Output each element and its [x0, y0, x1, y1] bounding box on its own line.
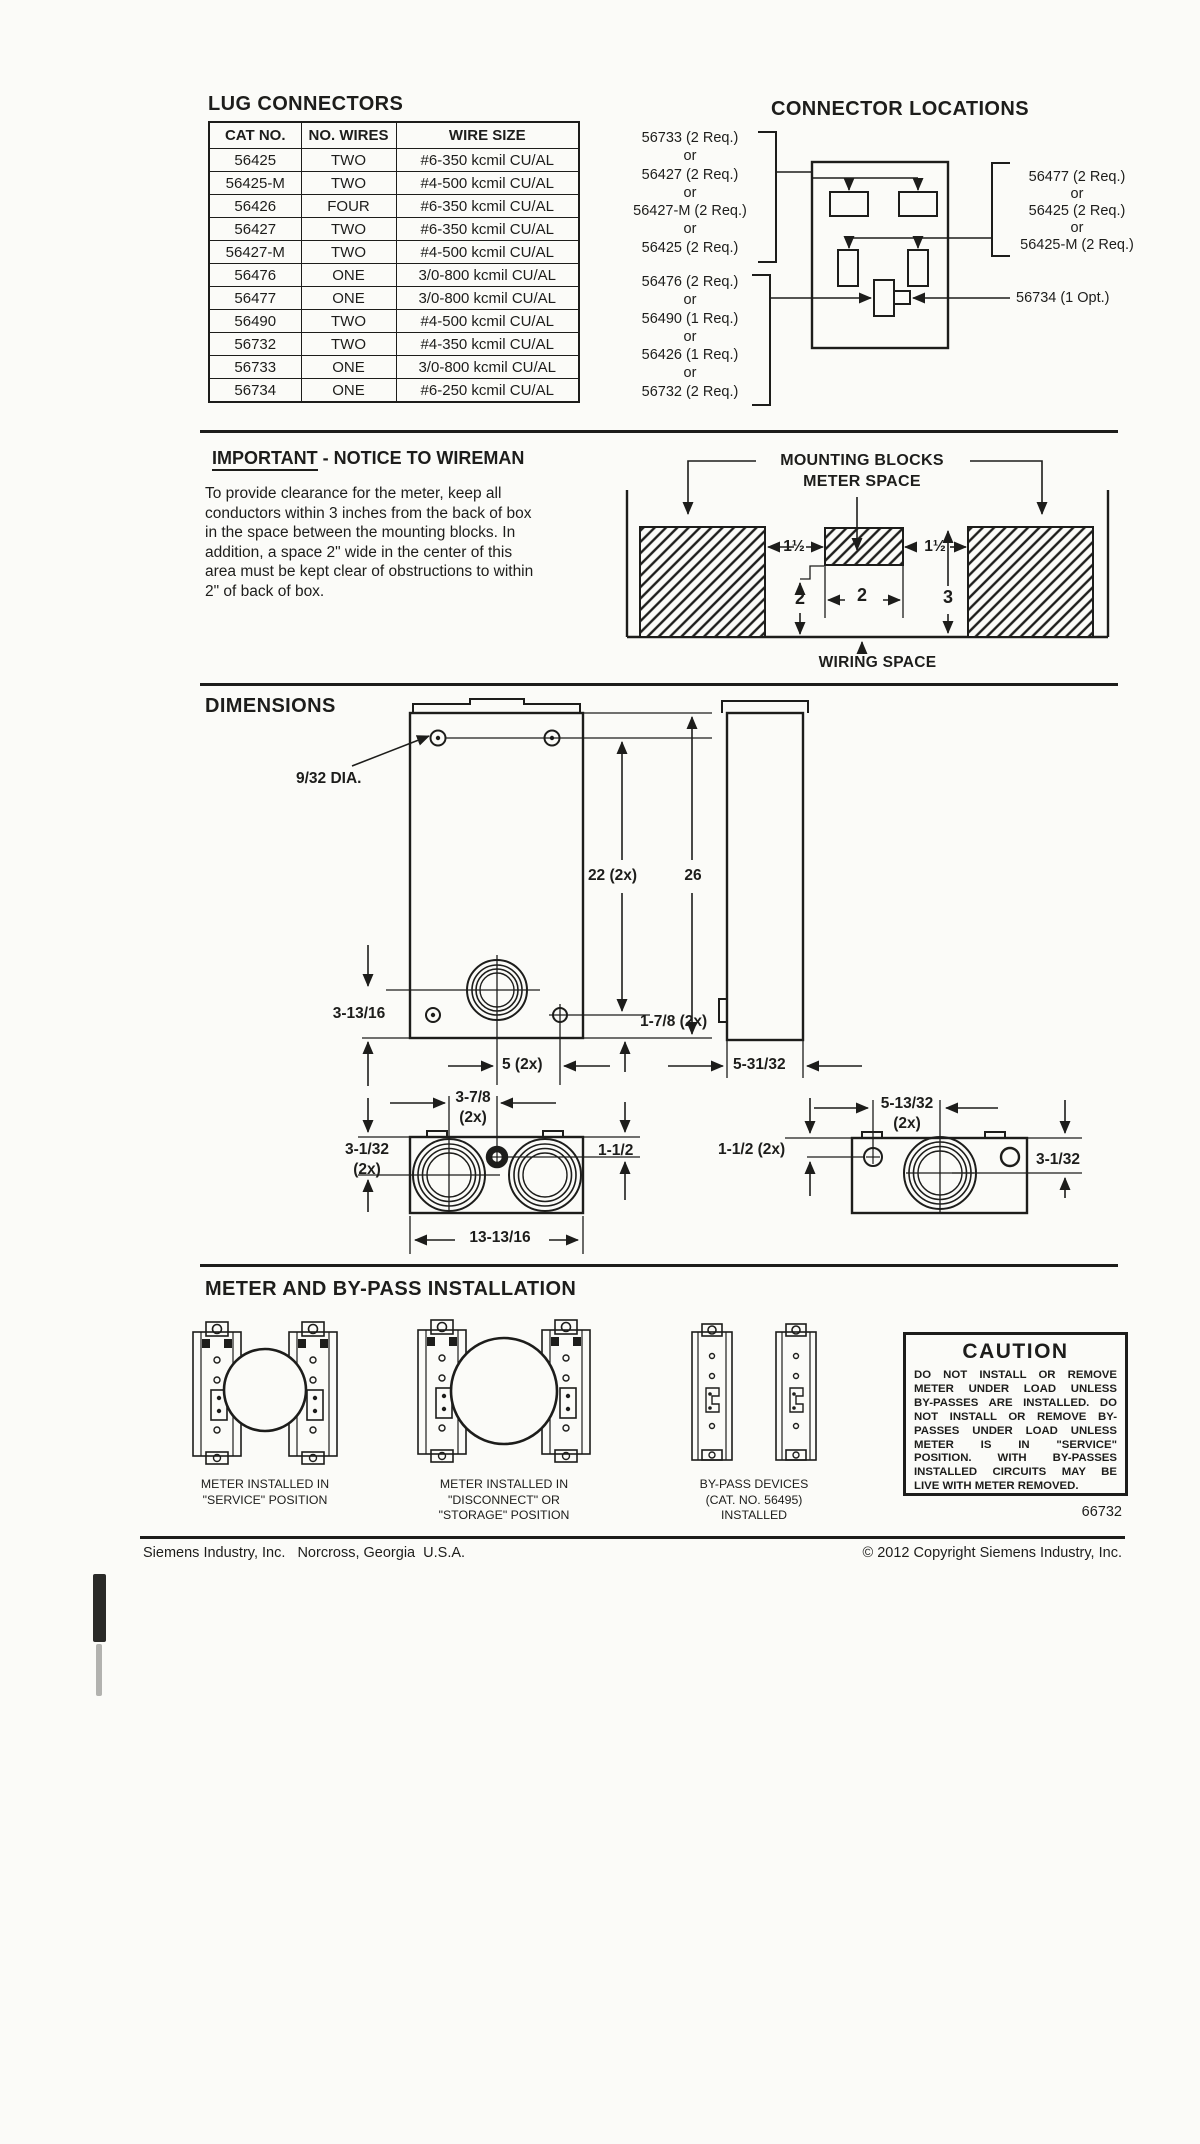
paragraph-line: area must be kept clear of obstructions to within	[205, 563, 534, 580]
dim-br-top	[866, 1094, 948, 1134]
footer-copyright: © 2012 Copyright Siemens Industry, Inc.	[862, 1545, 1122, 1561]
connector-locations-diagram	[752, 132, 1010, 405]
connector-labels-right	[1002, 169, 1152, 254]
dim-front-height: 26	[684, 867, 702, 884]
label-line: or	[683, 221, 697, 238]
connector-label-optional: 56734 (1 Opt.)	[1016, 290, 1110, 306]
cell: TWO	[301, 333, 396, 356]
table-row	[209, 218, 579, 241]
scan-artifact	[96, 1644, 102, 1696]
cell: 56425-M	[209, 172, 301, 195]
dim-line: (2x)	[459, 1109, 487, 1126]
caution-body	[914, 1369, 1117, 1494]
connector-labels-left-bottom	[605, 273, 775, 401]
cell: TWO	[301, 149, 396, 172]
caption-line: "DISCONNECT" OR	[448, 1492, 560, 1507]
dim-right-gap: 1½	[924, 538, 946, 555]
cell: TWO	[301, 241, 396, 264]
table-row	[209, 195, 579, 218]
label-line: 56427-M (2 Req.)	[633, 203, 747, 220]
figure-caption-disconnect	[419, 1477, 589, 1524]
section-divider	[200, 1264, 1118, 1267]
cell: TWO	[301, 310, 396, 333]
caption-line: INSTALLED	[720, 1508, 788, 1522]
col-header-wire-size: WIRE SIZE	[396, 122, 579, 149]
table-row	[209, 310, 579, 333]
cell: 56476	[209, 264, 301, 287]
label-line: or	[1070, 220, 1084, 236]
mounting-blocks-label	[742, 450, 982, 492]
dim-front-bottom: 1-7/8 (2x)	[640, 1013, 708, 1030]
label-line: 56425 (2 Req.)	[641, 239, 739, 256]
cell: TWO	[301, 218, 396, 241]
footer-company: Siemens Industry, Inc. Norcross, Georgia U.S.A.	[143, 1545, 466, 1561]
table-row	[209, 241, 579, 264]
table-row	[209, 356, 579, 379]
cell: #6-250 kcmil CU/AL	[396, 379, 579, 403]
label-line: 56426 (1 Req.)	[641, 347, 739, 364]
paragraph-line: conductors within 3 inches from the back of box	[205, 504, 532, 522]
cell: ONE	[301, 379, 396, 403]
dim-front-width: 5 (2x)	[502, 1056, 543, 1073]
cell: 3/0-800 kcmil CU/AL	[396, 356, 579, 379]
label-line: MOUNTING BLOCKS	[780, 452, 944, 469]
lug-connectors-title: LUG CONNECTORS	[208, 93, 404, 115]
dim-center-width: 2	[856, 585, 867, 605]
dimensions-title: DIMENSIONS	[205, 695, 336, 717]
table-row	[209, 333, 579, 356]
dim-front-left: 3-13/16	[332, 1005, 386, 1022]
cell: ONE	[301, 264, 396, 287]
dim-line: (2x)	[893, 1115, 921, 1132]
caption-line: BY-PASS DEVICES	[699, 1477, 809, 1491]
lug-connectors-table	[208, 121, 580, 403]
paragraph-line: 2" of back of box.	[205, 582, 325, 600]
cell: 56733	[209, 356, 301, 379]
cell: #4-500 kcmil CU/AL	[396, 310, 579, 333]
caution-line: PASSES UNDER LOAD UNLESS	[914, 1424, 1117, 1437]
cell: TWO	[301, 172, 396, 195]
label-line: or	[683, 365, 697, 382]
label-line: or	[683, 184, 697, 201]
label-line: 56425-M (2 Req.)	[1020, 237, 1134, 253]
caution-line: DO NOT INSTALL OR REMOVE	[914, 1369, 1117, 1381]
paragraph-line: To provide clearance for the meter, keep all	[205, 485, 502, 502]
figure-caption-service	[180, 1477, 350, 1508]
table-row	[209, 287, 579, 310]
cell: FOUR	[301, 195, 396, 218]
label-line: or	[683, 292, 697, 309]
dim-br-right: 3-1/32	[1036, 1151, 1080, 1168]
notice-paragraph	[205, 484, 555, 601]
figure-meter-disconnect	[418, 1320, 590, 1462]
dim-line: 5-13/32	[880, 1095, 934, 1112]
dim-block-depth: 3	[942, 587, 953, 607]
caption-line: "STORAGE" POSITION	[438, 1508, 570, 1522]
label-line: 56427 (2 Req.)	[641, 166, 739, 183]
section-divider	[200, 683, 1118, 686]
dim-bl-right: 1-1/2	[598, 1142, 634, 1159]
cell: 3/0-800 kcmil CU/AL	[396, 287, 579, 310]
paragraph-line: in the space between the mounting blocks. In	[205, 524, 516, 541]
label-line: 56477 (2 Req.)	[1028, 169, 1126, 185]
cell: 56425	[209, 149, 301, 172]
cell: #6-350 kcmil CU/AL	[396, 218, 579, 241]
table-row	[209, 379, 579, 403]
dim-hole-dia: 9/32 DIA.	[296, 770, 362, 787]
dim-bl-top	[440, 1088, 506, 1128]
cell: 56490	[209, 310, 301, 333]
cell: #4-500 kcmil CU/AL	[396, 172, 579, 195]
caution-line: LIVE WITH METER REMOVED.	[914, 1480, 1079, 1493]
caption-line: METER INSTALLED IN	[439, 1477, 569, 1491]
dim-br-left: 1-1/2 (2x)	[718, 1141, 786, 1158]
caution-line: INSTALLED CIRCUITS MAY BE	[914, 1466, 1117, 1479]
col-header-cat-no: CAT NO.	[209, 122, 301, 149]
cell: ONE	[301, 287, 396, 310]
dim-center-depth: 2	[794, 588, 805, 608]
figure-bypass-devices	[692, 1324, 816, 1460]
dim-side-depth: 5-31/32	[733, 1056, 786, 1073]
cell: #4-350 kcmil CU/AL	[396, 333, 579, 356]
caution-title: CAUTION	[962, 1340, 1069, 1363]
connector-labels-left-top	[605, 129, 775, 257]
paragraph-line: addition, a space 2" wide in the center of this	[205, 543, 513, 561]
cell: #6-350 kcmil CU/AL	[396, 149, 579, 172]
notice-heading	[212, 448, 524, 469]
footer-divider	[140, 1536, 1125, 1539]
label-line: or	[683, 148, 697, 165]
label-line: 56733 (2 Req.)	[641, 130, 739, 146]
cell: ONE	[301, 356, 396, 379]
figure-caption-bypass	[669, 1477, 839, 1524]
caption-line: METER INSTALLED IN	[200, 1477, 330, 1491]
wiring-space-label: WIRING SPACE	[818, 654, 937, 671]
cell: 56427	[209, 218, 301, 241]
installation-title: METER AND BY-PASS INSTALLATION	[205, 1278, 577, 1300]
connector-locations-title: CONNECTOR LOCATIONS	[771, 98, 1029, 120]
caption-line: (CAT. NO. 56495)	[705, 1492, 803, 1507]
label-line: 56425 (2 Req.)	[1028, 203, 1126, 219]
caution-line: BY-PASSES ARE INSTALLED. DO	[914, 1396, 1117, 1409]
label-line: 56490 (1 Req.)	[641, 310, 739, 327]
dim-front-height-holes: 22 (2x)	[587, 867, 638, 884]
scan-artifact	[93, 1574, 106, 1642]
label-line: or	[1070, 186, 1084, 202]
cell: #6-350 kcmil CU/AL	[396, 195, 579, 218]
table-header-row	[209, 122, 579, 149]
cell: 56732	[209, 333, 301, 356]
cell: #4-500 kcmil CU/AL	[396, 241, 579, 264]
caution-box	[903, 1332, 1128, 1496]
label-line: 56476 (2 Req.)	[641, 274, 739, 290]
col-header-no-wires: NO. WIRES	[301, 122, 396, 149]
notice-heading-rest: - NOTICE TO WIREMAN	[317, 448, 525, 468]
caution-line: METER IS IN "SERVICE"	[914, 1438, 1117, 1451]
figure-meter-service	[193, 1322, 337, 1464]
caution-line: NOT INSTALL OR REMOVE BY-	[914, 1410, 1117, 1423]
cell: 3/0-800 kcmil CU/AL	[396, 264, 579, 287]
dim-line: (2x)	[353, 1161, 381, 1178]
table-row	[209, 149, 579, 172]
cell: 56734	[209, 379, 301, 403]
cell: 56426	[209, 195, 301, 218]
dim-line: 3-7/8	[455, 1089, 491, 1106]
label-line: 56732 (2 Req.)	[641, 383, 739, 400]
dim-bl-width: 13-13/16	[469, 1229, 531, 1246]
dim-line: 3-1/32	[345, 1141, 389, 1158]
dim-left-gap: 1½	[783, 538, 805, 555]
label-line: METER SPACE	[803, 473, 921, 490]
caution-line: POSITION. WITH BY-PASSES	[914, 1452, 1117, 1465]
caption-line: "SERVICE" POSITION	[202, 1492, 328, 1507]
notice-heading-important: IMPORTANT	[212, 448, 318, 471]
cell: 56477	[209, 287, 301, 310]
caution-line: METER UNDER LOAD UNLESS	[914, 1382, 1117, 1395]
table-row	[209, 172, 579, 195]
dim-bl-left	[330, 1140, 404, 1180]
cell: 56427-M	[209, 241, 301, 264]
table-row	[209, 264, 579, 287]
section-divider	[200, 430, 1118, 433]
label-line: or	[683, 328, 697, 345]
document-number: 66732	[1081, 1504, 1122, 1520]
